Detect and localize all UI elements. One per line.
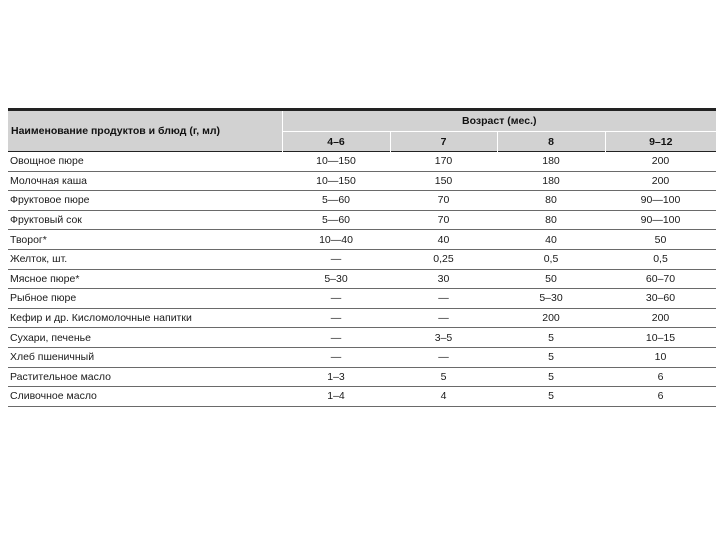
amount-cell: — [282, 328, 390, 348]
amount-cell: — [390, 308, 497, 328]
product-name-cell: Молочная каша [8, 171, 282, 191]
amount-cell: — [282, 308, 390, 328]
amount-cell: 80 [497, 210, 605, 230]
amount-cell: 10–15 [605, 328, 716, 348]
amount-cell: 5–30 [282, 269, 390, 289]
amount-cell: 70 [390, 191, 497, 211]
amount-cell: 200 [497, 308, 605, 328]
product-name-cell: Сухари, печенье [8, 328, 282, 348]
table-row [8, 347, 716, 367]
table-row [8, 328, 716, 348]
amount-cell: 180 [497, 152, 605, 172]
product-name-cell: Творог* [8, 230, 282, 250]
product-name-cell: Хлеб пшеничный [8, 347, 282, 367]
amount-cell: 70 [390, 210, 497, 230]
table-row [8, 191, 716, 211]
amount-cell: 200 [605, 308, 716, 328]
amount-cell: 5 [497, 387, 605, 407]
table-row [8, 210, 716, 230]
amount-cell: 90—100 [605, 191, 716, 211]
amount-cell: 4 [390, 387, 497, 407]
table-row [8, 387, 716, 407]
amount-cell: 5—60 [282, 210, 390, 230]
product-name-cell: Растительное масло [8, 367, 282, 387]
table-row [8, 171, 716, 191]
amount-cell: 10—40 [282, 230, 390, 250]
feeding-table [8, 108, 716, 407]
age-column-header: 8 [497, 132, 605, 152]
amount-cell: 90—100 [605, 210, 716, 230]
amount-cell: 30–60 [605, 289, 716, 309]
amount-cell: 10—150 [282, 171, 390, 191]
amount-cell: — [390, 289, 497, 309]
age-column-header: 4–6 [282, 132, 390, 152]
table-row [8, 367, 716, 387]
amount-cell: 3–5 [390, 328, 497, 348]
product-name-cell: Кефир и др. Кисломолочные напитки [8, 308, 282, 328]
amount-cell: 200 [605, 171, 716, 191]
product-name-cell: Фруктовый сок [8, 210, 282, 230]
column-header-age: Возраст (мес.) [282, 110, 716, 132]
amount-cell: 50 [497, 269, 605, 289]
product-name-cell: Овощное пюре [8, 152, 282, 172]
amount-cell: 60–70 [605, 269, 716, 289]
amount-cell: 0,5 [497, 249, 605, 269]
amount-cell: 5 [497, 367, 605, 387]
amount-cell: 50 [605, 230, 716, 250]
table-row [8, 289, 716, 309]
amount-cell: 1–4 [282, 387, 390, 407]
table-header [8, 110, 716, 152]
product-name-cell: Желток, шт. [8, 249, 282, 269]
amount-cell: — [282, 289, 390, 309]
amount-cell: 6 [605, 367, 716, 387]
amount-cell: — [282, 249, 390, 269]
amount-cell: 0,25 [390, 249, 497, 269]
feeding-table-container [8, 108, 716, 407]
age-column-header: 9–12 [605, 132, 716, 152]
amount-cell: 200 [605, 152, 716, 172]
amount-cell: 5–30 [497, 289, 605, 309]
table-row [8, 269, 716, 289]
amount-cell: 6 [605, 387, 716, 407]
amount-cell: 30 [390, 269, 497, 289]
age-column-header: 7 [390, 132, 497, 152]
amount-cell: 5 [497, 347, 605, 367]
table-row [8, 230, 716, 250]
amount-cell: 40 [390, 230, 497, 250]
amount-cell: 5 [390, 367, 497, 387]
amount-cell: — [282, 347, 390, 367]
amount-cell: 180 [497, 171, 605, 191]
product-name-cell: Сливочное масло [8, 387, 282, 407]
amount-cell: 0,5 [605, 249, 716, 269]
table-body [8, 152, 716, 407]
product-name-cell: Фруктовое пюре [8, 191, 282, 211]
column-header-name: Наименование продуктов и блюд (г, мл) [8, 110, 282, 152]
amount-cell: 40 [497, 230, 605, 250]
product-name-cell: Рыбное пюре [8, 289, 282, 309]
table-row [8, 152, 716, 172]
amount-cell: 10—150 [282, 152, 390, 172]
amount-cell: 10 [605, 347, 716, 367]
amount-cell: 170 [390, 152, 497, 172]
product-name-cell: Мясное пюре* [8, 269, 282, 289]
amount-cell: 5 [497, 328, 605, 348]
table-row [8, 308, 716, 328]
amount-cell: 150 [390, 171, 497, 191]
amount-cell: — [390, 347, 497, 367]
amount-cell: 1–3 [282, 367, 390, 387]
amount-cell: 80 [497, 191, 605, 211]
table-row [8, 249, 716, 269]
amount-cell: 5—60 [282, 191, 390, 211]
